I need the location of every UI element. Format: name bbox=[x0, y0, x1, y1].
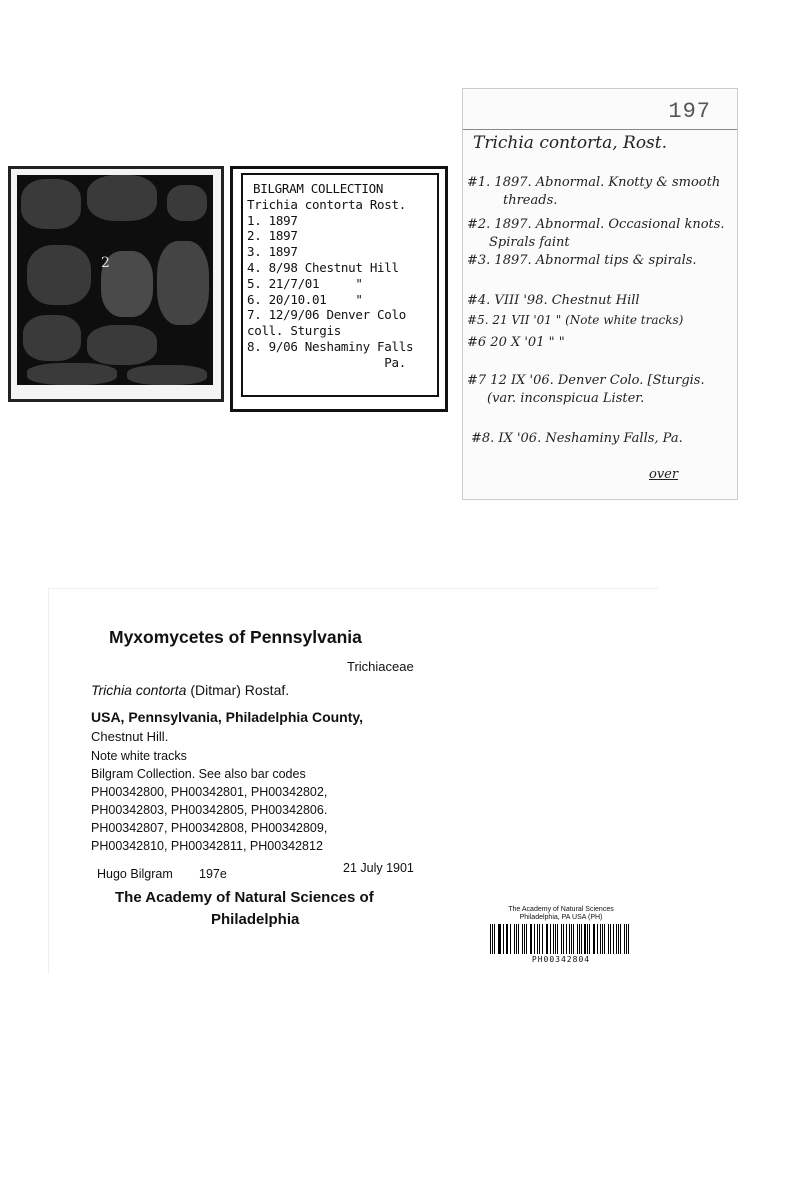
card-entry: #2. 1897. Abnormal. Occasional knots. bbox=[467, 217, 725, 232]
typed-line: 8. 9/06 Neshaminy Falls bbox=[247, 338, 414, 354]
label-institution: The Academy of Natural Sciences of bbox=[115, 889, 374, 906]
label-note: PH00342803, PH00342805, PH00342806. bbox=[91, 803, 328, 817]
card-entry: (var. inconspicua Lister. bbox=[487, 391, 645, 406]
barcode-bar bbox=[518, 924, 519, 954]
barcode-bar bbox=[563, 924, 564, 954]
typed-line: Pa. bbox=[247, 354, 406, 370]
card-entry: Spirals faint bbox=[489, 235, 570, 250]
typed-line: 5. 21/7/01 " bbox=[247, 275, 363, 291]
label-collector: Hugo Bilgram bbox=[97, 867, 173, 881]
typed-line: 3. 1897 bbox=[247, 244, 298, 260]
taxon-name: Trichia contorta bbox=[91, 682, 187, 698]
label-note: PH00342810, PH00342811, PH00342812 bbox=[91, 839, 323, 853]
typed-line: BILGRAM COLLECTION bbox=[253, 181, 384, 196]
barcode-bar bbox=[604, 924, 605, 954]
card-entry: #8. IX '06. Neshaminy Falls, Pa. bbox=[471, 431, 683, 446]
barcode-label bbox=[486, 906, 636, 968]
label-note: Bilgram Collection. See also bar codes bbox=[91, 767, 306, 781]
handwritten-card bbox=[462, 88, 738, 500]
barcode-bar bbox=[589, 924, 590, 954]
barcode-bar bbox=[526, 924, 527, 954]
label-title: Myxomycetes of Pennsylvania bbox=[109, 627, 362, 647]
label-institution-city: Philadelphia bbox=[211, 911, 300, 928]
barcode-bar bbox=[550, 924, 551, 954]
barcode-bar bbox=[584, 924, 585, 954]
typed-line: Trichia contorta Rost. bbox=[247, 196, 406, 212]
barcode-bar bbox=[498, 924, 499, 954]
barcode-bar bbox=[628, 924, 629, 954]
label-locality: Chestnut Hill. bbox=[91, 729, 169, 744]
barcode-bars bbox=[490, 924, 632, 954]
barcode-bar bbox=[499, 924, 500, 954]
card-entry: threads. bbox=[503, 193, 558, 208]
barcode-header-location: Philadelphia, PA USA (PH) bbox=[519, 914, 603, 921]
typed-line: coll. Sturgis bbox=[247, 323, 341, 339]
barcode-bar bbox=[616, 924, 617, 954]
label-locality-region: USA, Pennsylvania, Philadelphia County, bbox=[91, 709, 364, 725]
taxon-authority: (Ditmar) Rostaf. bbox=[186, 682, 290, 698]
card-entry: #7 12 IX '06. Denver Colo. [Sturgis. bbox=[467, 373, 705, 388]
typed-line: 7. 12/9/06 Denver Colo bbox=[247, 307, 406, 323]
barcode-bar bbox=[514, 924, 515, 954]
card-title: Trichia contorta, Rost. bbox=[473, 133, 668, 153]
card-entry: #5. 21 VII '01 " (Note white tracks) bbox=[467, 313, 684, 327]
card-entry: #3. 1897. Abnormal tips & spirals. bbox=[467, 253, 697, 268]
specimen-box bbox=[8, 166, 224, 402]
barcode-bar bbox=[534, 924, 535, 954]
barcode-bar bbox=[608, 924, 609, 954]
label-collector-number: 197e bbox=[199, 867, 227, 881]
typed-line: 1. 1897 bbox=[247, 212, 298, 228]
barcode-bar bbox=[490, 924, 491, 954]
label-family: Trichiaceae bbox=[347, 659, 414, 674]
barcode-bar bbox=[620, 924, 621, 954]
barcode-bar bbox=[561, 924, 562, 954]
typed-line: 2. 1897 bbox=[247, 228, 298, 244]
box-typed-label bbox=[230, 166, 448, 412]
card-number: 197 bbox=[668, 99, 711, 124]
barcode-bar bbox=[571, 924, 572, 954]
label-taxon bbox=[91, 682, 289, 698]
typed-line: 6. 20/10.01 " bbox=[247, 291, 363, 307]
barcode-bar bbox=[510, 924, 511, 954]
card-over-note: over bbox=[649, 467, 679, 482]
label-date: 21 July 1901 bbox=[343, 861, 414, 875]
barcode-header: The Academy of Natural Sciences bbox=[508, 906, 614, 913]
box-number-mark: 2 bbox=[101, 255, 110, 271]
card-entry: #6 20 X '01 " " bbox=[467, 335, 565, 350]
barcode-number: PH00342804 bbox=[531, 955, 591, 964]
label-note: Note white tracks bbox=[91, 749, 187, 763]
barcode-bar bbox=[597, 924, 598, 954]
barcode-bar bbox=[537, 924, 538, 954]
card-entry: #4. VIII '98. Chestnut Hill bbox=[467, 293, 640, 308]
card-entry: #1. 1897. Abnormal. Knotty & smooth bbox=[467, 175, 721, 190]
label-note: PH00342800, PH00342801, PH00342802, bbox=[91, 785, 328, 799]
barcode-bar bbox=[577, 924, 578, 954]
specimen-fragments bbox=[17, 175, 213, 385]
barcode-bar bbox=[542, 924, 543, 954]
typed-line: 4. 8/98 Chestnut Hill bbox=[247, 259, 399, 275]
label-note: PH00342807, PH00342808, PH00342809, bbox=[91, 821, 328, 835]
card-divider bbox=[463, 129, 737, 130]
